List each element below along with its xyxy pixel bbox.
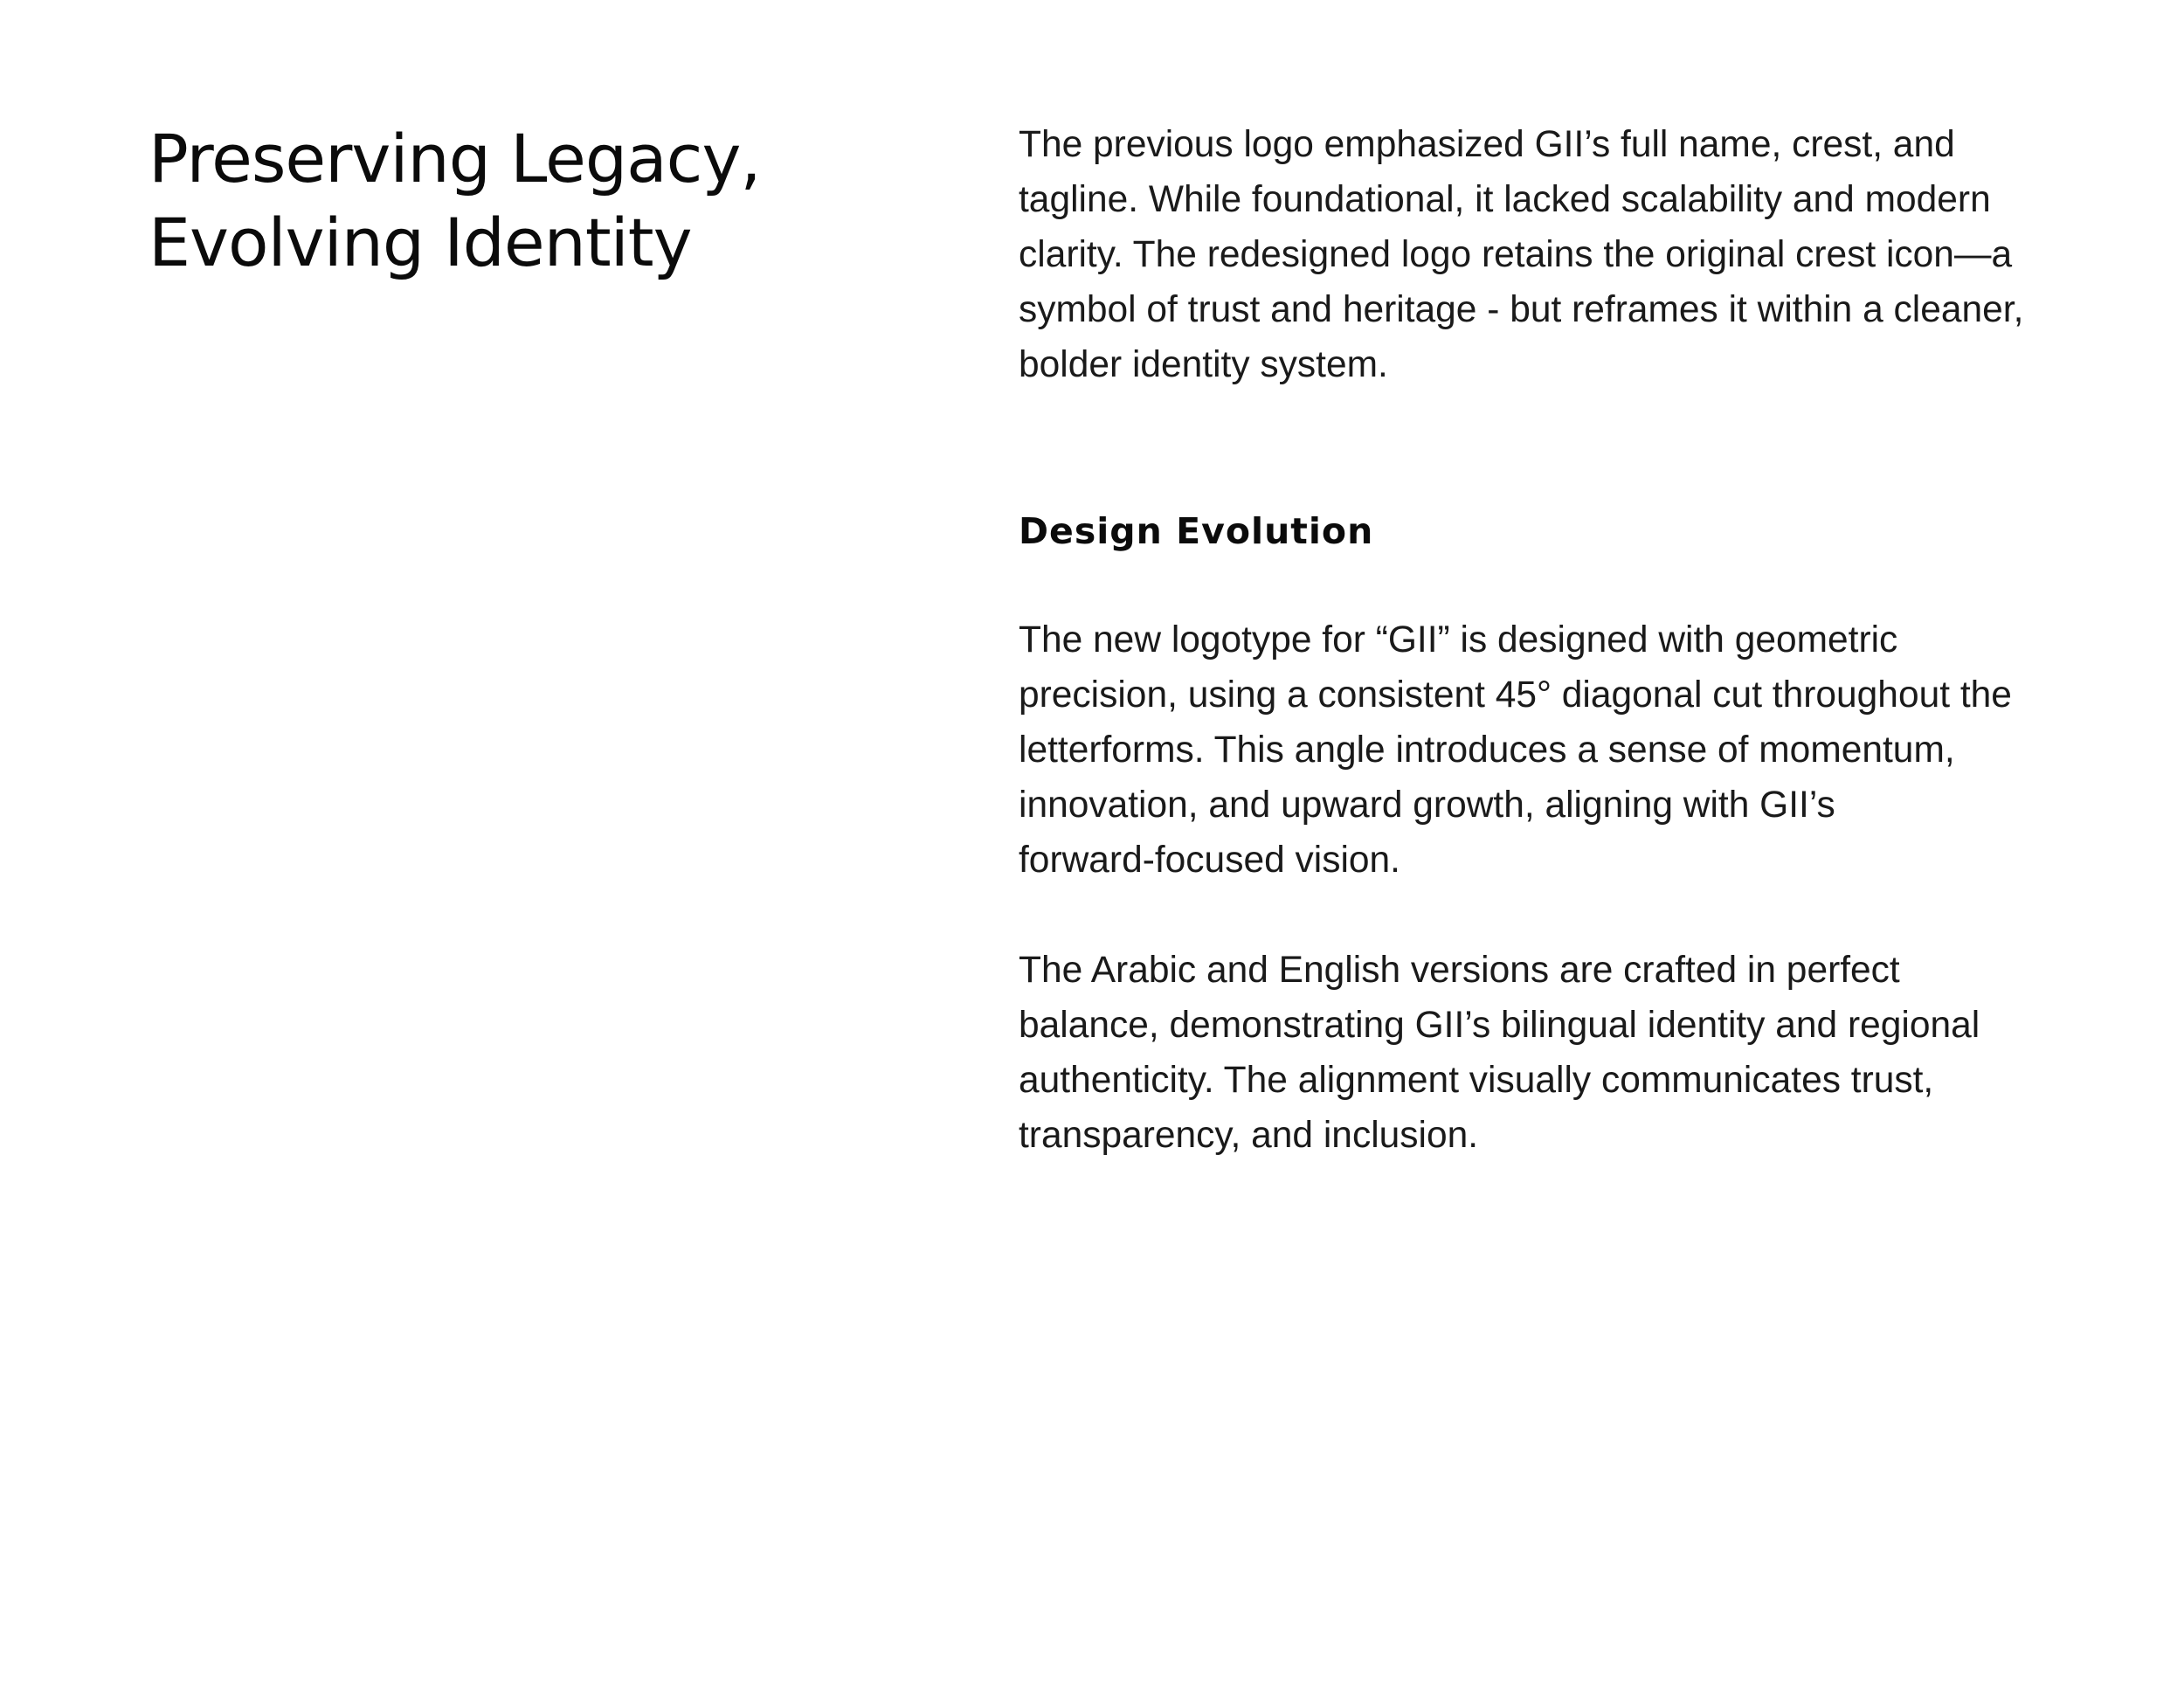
design-evolution-paragraph — [1019, 612, 2093, 888]
text-line: The new logotype for “GII” is designed with geometric — [1019, 619, 1898, 660]
text-line: letterforms. This angle introduces a sense of momentum, — [1019, 729, 1955, 771]
text-line: precision, using a consistent 45° diagonal cut throughout the — [1019, 674, 2012, 716]
bilingual-paragraph — [1019, 943, 2093, 1163]
page-title — [149, 117, 847, 285]
text-line: symbol of trust and heritage - but reframes it within a cleaner, — [1019, 289, 2024, 330]
text-line: tagline. While foundational, it lacked scalability and modern — [1019, 179, 1991, 220]
text-line: innovation, and upward growth, aligning with GII’s — [1019, 785, 1835, 826]
text-line: clarity. The redesigned logo retains the original crest icon—a — [1019, 234, 2013, 275]
text-line: The Arabic and English versions are crafted in perfect — [1019, 950, 1900, 991]
text-line: balance, demonstrating GII’s bilingual identity and regional — [1019, 1005, 1980, 1046]
body-content — [1019, 117, 2093, 1163]
title-line: Evolving Identity — [149, 204, 692, 281]
section-heading: Design Evolution — [1019, 510, 1374, 552]
text-line: bolder identity system. — [1019, 344, 1388, 385]
intro-paragraph — [1019, 117, 2093, 392]
title-line: Preserving Legacy, — [149, 120, 761, 197]
text-line: The previous logo emphasized GII’s full name, crest, and — [1019, 124, 1955, 165]
text-line: transparency, and inclusion. — [1019, 1115, 1479, 1156]
text-line: authenticity. The alignment visually communicates trust, — [1019, 1060, 1934, 1101]
text-line: forward-focused vision. — [1019, 840, 1400, 881]
